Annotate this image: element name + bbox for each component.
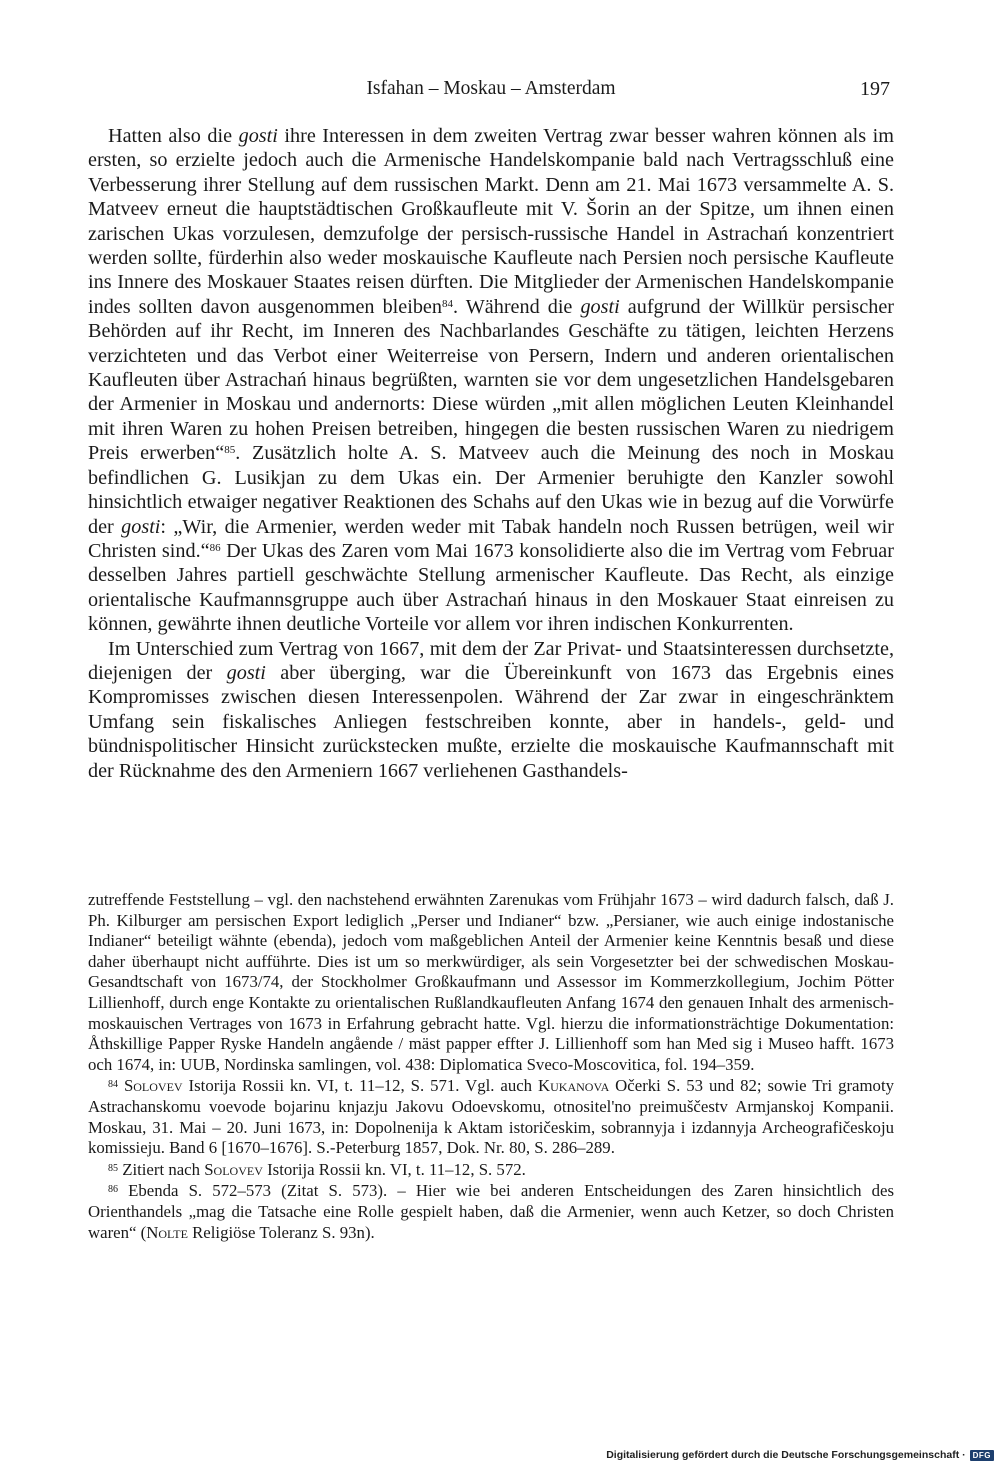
footnote-84: $^{84}$ Solovev Istorija Rossii kn. VI, t. 11–12, S. 571. Vgl. auch Kukanova Očerki S. 53 und 82; sowie Tri gramoty Astrachanskomu voevode bojarinu knjazju Jakovu Odoevskomu, otnositel'no preimuščestv Armjanskoj Kompanii. Moskau, 31. Mai – 20. Juni 1673, in: Dopolnenija k Aktam istoričeskim, sobrannyja i izdannyja Archeografičeskoju komissieju. Band 6 [1670–1676]. S.-Peterburg 1857, Dok. Nr. 80, S. 286–289.: [88, 1076, 895, 1158]
footnote-86: $^{86}$ Ebenda S. 572–573 (Zitat S. 573). – Hier wie bei anderen Entscheidungen des Zaren hinsichtlich des Orienthandels „mag die Tatsache eine Rolle gespielt haben, daß die Armenier, wenn auch Ketzer, so doch Christen waren“ (Nolte Religiöse Toleranz S. 93n).: [88, 1181, 894, 1242]
footnote-continuation: zutreffende Feststellung – vgl. den nachstehend erwähnten Zarenukas vom Frühjahr 1673 – wird dadurch falsch, daß J. Ph. Kilburger am persischen Export lediglich „Perser und Indianer“ bzw. „Persianer, wie auch einige indostanische Indianer“ beteiligt wähnte (ebenda), jedoch vom maßgeblichen Anteil der Armenier keine Kenntnis besaß und diese daher überhaupt nicht aufführte. Dies ist um so merkwürdiger, als sein Vorgesetzter bei der schwedischen Moskau-Gesandtschaft von 1673/74, der Stockholmer Großkaufmann und Assessor im Kommerzkollegium, Jochim Pötter Lillienhoff, durch enge Kontakte zu orientalischen Rußlandkaufleuten Anfang 1674 den genauen Inhalt des armenisch-moskauischen Vertrages von 1673 in Erfahrung gebracht hatte. Vgl. hierzu die informationsträchtige Dokumentation: Åthskillige Papper Ryske Handeln angående / mäst papper effter J. Lillienhoff som han Med sig i Museo hafft. 1673 och 1674, in: UUB, Nordinska samlingen, vol. 438: Diplomatica Sveco-Moscovitica, fol. 194–359.: [88, 890, 894, 1074]
footnotes: [88, 890, 894, 1243]
page-header: [88, 78, 894, 104]
footnote-ref-84: 84: [441, 297, 453, 310]
credit-text: Digitalisierung gefördert durch die Deutsche Forschungsgemeinschaft ·: [606, 1449, 966, 1461]
footnote-ref-85: 85: [224, 444, 236, 457]
page-number: 197: [860, 78, 890, 100]
book-page: [88, 0, 894, 1469]
main-text: [88, 124, 894, 783]
running-title: Isfahan – Moskau – Amsterdam: [366, 78, 616, 99]
digitization-credit: [606, 1449, 994, 1461]
footnote-ref-86: 86: [209, 541, 221, 554]
dfg-logo-icon: DFG: [970, 1450, 994, 1461]
paragraph-2: Im Unterschied zum Vertrag von 1667, mit dem der Zar Privat- und Staatsinteressen durchsetzte, diejenigen der gosti aber überging, war die Übereinkunft von 1673 das Ergebnis eines Kompromisses zwischen diesen Interessenpolen. Während der Zar zwar in eingeschränktem Umfang sein fiskalisches Anliegen festschreiben konnte, aber in handels-, geld- und bündnispolitischer Hinsicht zurückstecken mußte, erzielte die moskauische Kaufmannschaft mit der Rücknahme des den Armeniern 1667 verliehenen Gasthandels-: [88, 637, 894, 782]
footnote-85: $^{85}$ Zitiert nach Solovev Istorija Rossii kn. VI, t. 11–12, S. 572.: [108, 1159, 526, 1179]
paragraph-1: Hatten also die gosti ihre Interessen in dem zweiten Vertrag zwar besser wahren können als im ersten, so erzielte jedoch auch die Armenische Handelskompanie bald nach Vertragsschluß eine Verbesserung ihrer Stellung auf dem russischen Markt. Denn am 21. Mai 1673 versammelte A. S. Matveev erneut die hauptstädtischen Großkaufleute mit V. Šorin an der Spitze, um ihnen einen zarischen Ukas vorzulesen, demzufolge der persisch-russische Handel in Astrachań konzentriert werden sollte, fürderhin also weder moskauische Kaufleute nach Persien noch persische Kaufleute ins Innere des Moskauer Staates reisen dürften. Die Mitglieder der Armenischen Handelskompanie indes sollten davon ausgenommen bleiben$^{84}$. Während die gosti aufgrund der Willkür persischer Behörden auf ihr Recht, im Inneren des Nachbarlandes Geschäfte zu tätigen, leichten Herzens verzichteten und das Verbot einer Weiterreise von Persern, Indern und anderen orientalischen Kaufleuten über Astrachań hinaus begrüßten, warnten sie vor dem ungesetzlichen Handelsgebaren der Armenier in Moskau und andernorts: Diese würden „mit allen möglichen Leuten Kleinhandel mit ihren Waren zu hohen Preisen betreiben, hingegen die besten russischen Waren zu niedrigem Preis erwerben“$^{85}$. Zusätzlich holte A. S. Matveev auch die Meinung des noch in Moskau befindlichen G. Lusikjan zu dem Ukas ein. Der Armenier beruhigte den Kanzler sowohl hinsichtlich etwaiger negativer Reaktionen des Schahs auf den Ukas wie in bezug auf die Vorwürfe der gosti: „Wir, die Armenier, werden weder mit Tabak handeln noch Russen betrügen, weil wir Christen sind.“$^{86}$ Der Ukas des Zaren vom Mai 1673 konsolidierte also die im Vertrag vom Februar desselben Jahres partiell geschwächte Stellung armenischer Kaufleute. Das Recht, als einzige orientalische Kaufmannsgruppe auch über Astrachań hinaus in den Moskauer Staat einreisen zu können, gewährte ihnen deutliche Vorteile vor allem vor ihren indischen Konkurrenten.: [88, 125, 894, 636]
